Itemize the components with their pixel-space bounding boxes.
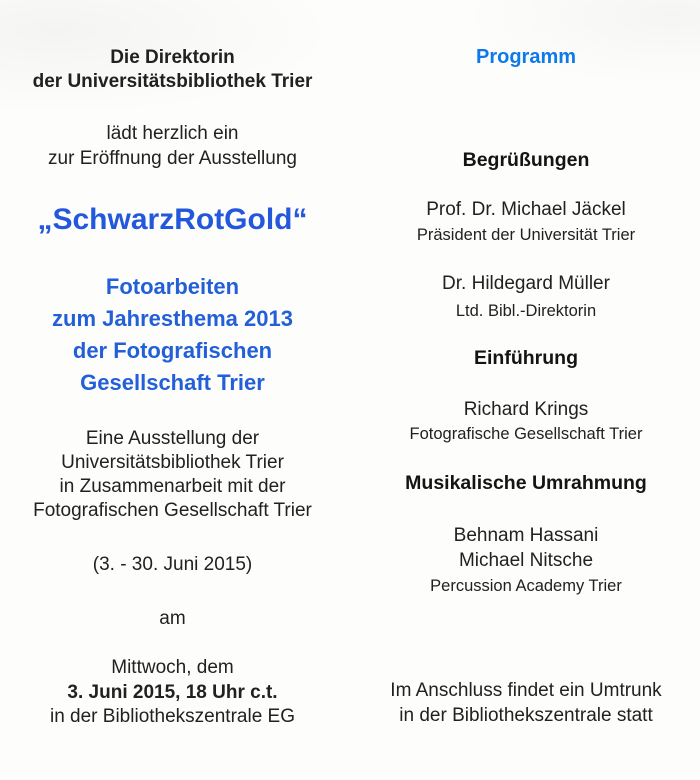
subtitle-line-4: Gesellschaft Trier <box>80 370 265 395</box>
organizer-line-4: Fotografischen Gesellschaft Trier <box>33 500 312 521</box>
program-section-heading-einfuehrung: Einführung <box>474 347 578 369</box>
subtitle-line-3: der Fotografischen <box>72 338 273 363</box>
program-entry-name: Michael Nitsche <box>458 550 594 571</box>
program-entry-role: Ltd. Bibl.-Direktorin <box>455 302 597 320</box>
subtitle-line-1: Fotoarbeiten <box>105 274 240 299</box>
program-footer-line-1: Im Anschluss findet ein Umtrunk <box>390 680 662 701</box>
program-section-heading-musik: Musikalische Umrahmung <box>405 472 647 494</box>
program-entry-role: Fotografische Gesellschaft Trier <box>409 425 643 443</box>
invite-line-2: zur Eröffnung der Ausstellung <box>48 148 297 169</box>
program-entry-name: Behnam Hassani <box>453 525 599 546</box>
program-entry-name: Richard Krings <box>463 399 589 420</box>
event-date-line-1: Mittwoch, dem <box>111 657 234 678</box>
issuer-line-2: der Universitätsbibliothek Trier <box>32 71 313 92</box>
program-entry-name: Prof. Dr. Michael Jäckel <box>426 199 626 220</box>
connector-word: am <box>159 608 186 629</box>
program-entry-role: Präsident der Universität Trier <box>416 226 636 244</box>
program-title: Programm <box>475 46 577 68</box>
program-column <box>356 0 696 780</box>
subtitle-line-2: zum Jahresthema 2013 <box>52 306 293 331</box>
program-entry-role: Percussion Academy Trier <box>430 577 622 595</box>
exhibition-duration: (3. - 30. Juni 2015) <box>92 554 253 575</box>
exhibition-title: „SchwarzRotGold“ <box>37 203 308 236</box>
invite-line-1: lädt herzlich ein <box>106 123 239 144</box>
program-footer-line-2: in der Bibliothekszentrale statt <box>399 705 653 726</box>
organizer-line-2: Universitätsbibliothek Trier <box>61 452 284 473</box>
event-date-line-3: in der Bibliothekszentrale EG <box>49 706 295 727</box>
invitation-column <box>0 0 345 780</box>
program-section-heading-begruessungen: Begrüßungen <box>462 149 590 171</box>
organizer-line-3: in Zusammenarbeit mit der <box>59 476 286 497</box>
event-date-line-2: 3. Juni 2015, 18 Uhr c.t. <box>67 682 278 703</box>
issuer-line-1: Die Direktorin <box>110 47 235 68</box>
organizer-line-1: Eine Ausstellung der <box>85 428 260 449</box>
program-entry-name: Dr. Hildegard Müller <box>442 273 610 294</box>
